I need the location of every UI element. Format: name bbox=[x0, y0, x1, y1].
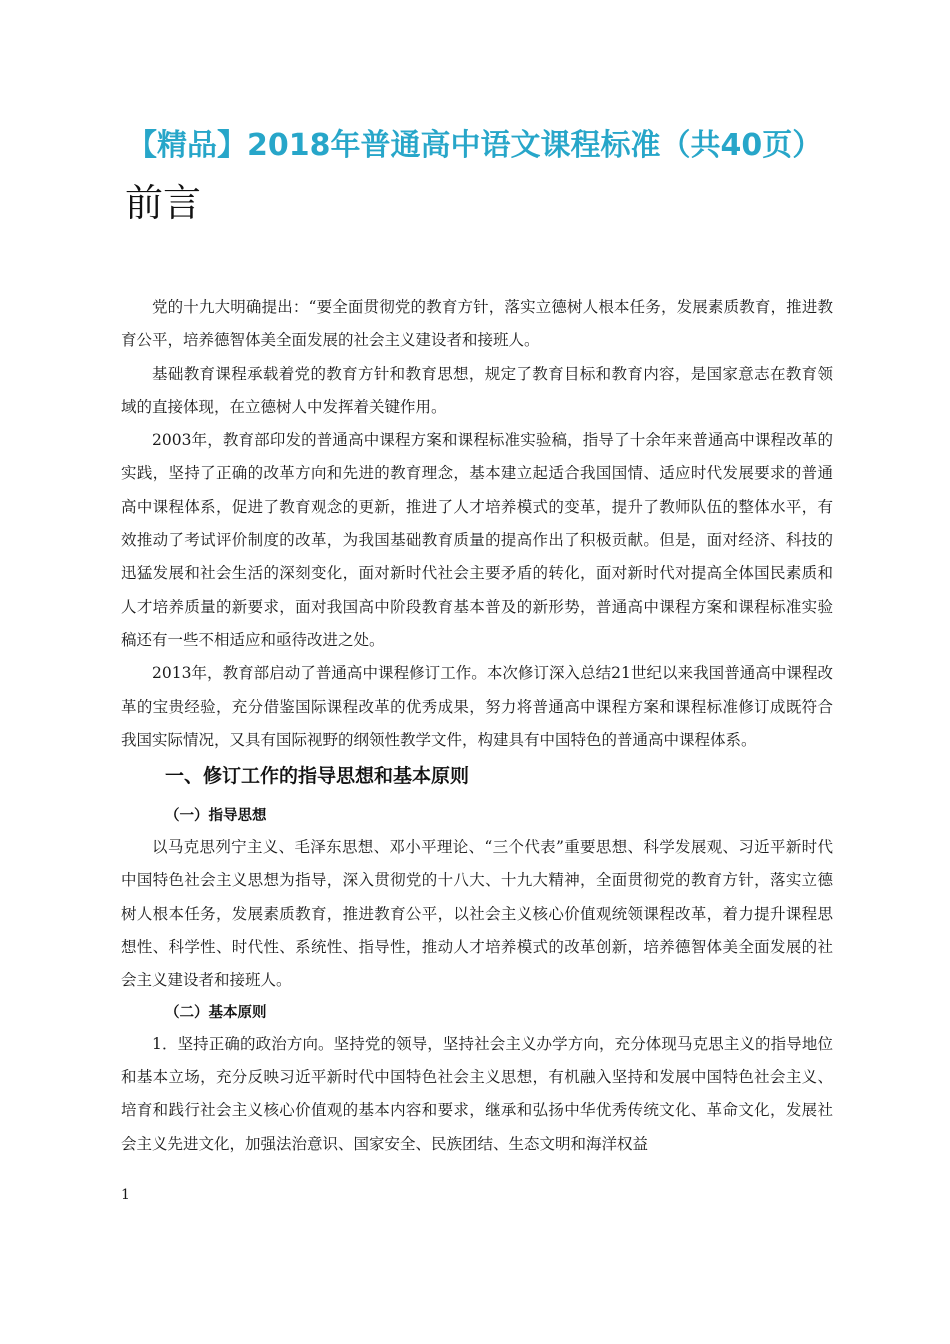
document-title: 【精品】2018年普通高中语文课程标准（共40页） bbox=[127, 128, 823, 163]
intro-paragraph-3: 2003年，教育部印发的普通高中课程方案和课程标准实验稿，指导了十余年来普通高中课程改革的实践，坚持了正确的改革方向和先进的教育理念，基本建立起适合我国国情、适应时代发展要求的普通高中课程体系，促进了教育观念的更新，推进了人才培养模式的变革，提升了教师队伍的整体水平，有效推动了考试评价制度的改革，为我国基础教育质量的提高作出了积极贡献。但是，面对经济、科技的迅猛发展和社会生活的深刻变化，面对新时代社会主要矛盾的转化，面对新时代对提高全体国民素质和人才培养质量的新要求，面对我国高中阶段教育基本普及的新形势，普通高中课程方案和课程标准实验稿还有一些不相适应和亟待改进之处。 bbox=[121, 431, 833, 649]
subsection-heading-basic-principles: （二）基本原则 bbox=[165, 1004, 267, 1021]
guiding-thought-paragraph: 以马克思列宁主义、毛泽东思想、邓小平理论、“三个代表”重要思想、科学发展观、习近平新时代中国特色社会主义思想为指导，深入贯彻党的十八大、十九大精神，全面贯彻党的教育方针，落实立德树人根本任务，发展素质教育，推进教育公平，以社会主义核心价值观统领课程改革，着力提升课程思想性、科学性、时代性、系统性、指导性，推动人才培养模式的改革创新，培养德智体美全面发展的社会主义建设者和接班人。 bbox=[121, 838, 833, 990]
intro-paragraph-1: 党的十九大明确提出：“要全面贯彻党的教育方针，落实立德树人根本任务，发展素质教育，推进教育公平，培养德智体美全面发展的社会主义建设者和接班人。 bbox=[121, 298, 833, 350]
preface-heading: 前言 bbox=[125, 181, 202, 225]
basic-principles-paragraph: 1．坚持正确的政治方向。坚持党的领导，坚持社会主义办学方向，充分体现马克思主义的指导地位和基本立场，充分反映习近平新时代中国特色社会主义思想，有机融入坚持和发展中国特色社会主义、培育和践行社会主义核心价值观的基本内容和要求，继承和弘扬中华优秀传统文化、革命文化，发展社会主义先进文化，加强法治意识、国家安全、民族团结、生态文明和海洋权益 bbox=[121, 1034, 833, 1153]
subsection-heading-guiding-thought: （一）指导思想 bbox=[165, 808, 267, 825]
document-body bbox=[121, 291, 833, 1161]
intro-paragraph-2: 基础教育课程承载着党的教育方针和教育思想，规定了教育目标和教育内容，是国家意志在教育领域的直接体现，在立德树人中发挥着关键作用。 bbox=[121, 364, 833, 416]
section-heading-1: 一、修订工作的指导思想和基本原则 bbox=[165, 765, 470, 788]
page-number: 1 bbox=[121, 1187, 130, 1203]
intro-paragraph-4: 2013年，教育部启动了普通高中课程修订工作。本次修订深入总结21世纪以来我国普通高中课程改革的宝贵经验，充分借鉴国际课程改革的优秀成果，努力将普通高中课程方案和课程标准修订成既符合我国实际情况，又具有国际视野的纲领性教学文件，构建具有中国特色的普通高中课程体系。 bbox=[121, 664, 833, 749]
